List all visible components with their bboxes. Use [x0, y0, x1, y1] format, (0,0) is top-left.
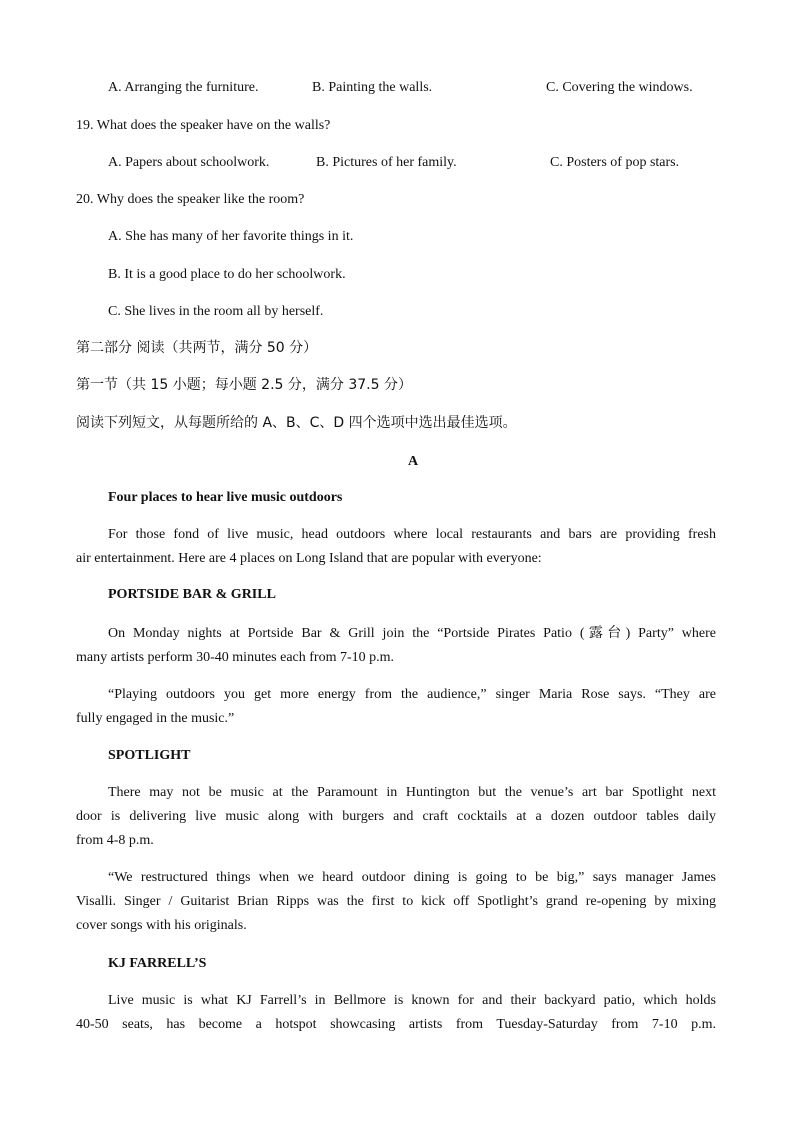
section-subtitle: 第一节（共 15 小题；每小题 2.5 分，满分 37.5 分） — [76, 377, 412, 393]
passage-title: Four places to hear live music outdoors — [108, 490, 343, 505]
spotlight-heading: SPOTLIGHT — [108, 748, 191, 763]
portside-p2-line-2: fully engaged in the music.” — [76, 711, 235, 726]
portside-p2-line-1: “Playing outdoors you get more energy from the audience,” singer Maria Rose says. “They are — [108, 687, 716, 702]
q20-option-b: B. It is a good place to do her schoolwork. — [108, 267, 346, 282]
intro-line-1: For those fond of live music, head outdoors where local restaurants and bars are providing fresh — [108, 527, 716, 542]
spotlight-paragraph-1 — [76, 781, 716, 853]
kjfarrell-p1-line-1: Live music is what KJ Farrell’s in Bellmore is known for and their backyard patio, which holds — [108, 993, 716, 1008]
spotlight-paragraph-2 — [76, 866, 716, 938]
q18-option-b: B. Painting the walls. — [312, 80, 433, 95]
spotlight-p1-line-3: from 4-8 p.m. — [76, 833, 154, 848]
q18-option-a: A. Arranging the furniture. — [108, 80, 259, 95]
q20-option-a: A. She has many of her favorite things in it. — [108, 229, 354, 244]
section-instruction: 阅读下列短文，从每题所给的 A、B、C、D 四个选项中选出最佳选项。 — [76, 415, 517, 431]
spotlight-p2-line-2: Visalli. Singer / Guitarist Brian Ripps was the first to kick off Spotlight’s grand re-opening by mixing — [76, 894, 716, 909]
part-title: 第二部分 阅读（共两节，满分 50 分） — [76, 340, 318, 356]
spotlight-p2-line-1: “We restructured things when we heard outdoor dining is going to be big,” says manager James — [108, 870, 716, 885]
passage-letter: A — [407, 454, 419, 469]
q19-option-c: C. Posters of pop stars. — [550, 155, 680, 170]
q20-question: 20. Why does the speaker like the room? — [76, 192, 305, 207]
kjfarrell-paragraph-1 — [76, 989, 716, 1037]
q19-option-b: B. Pictures of her family. — [316, 155, 457, 170]
q19-option-a: A. Papers about schoolwork. — [108, 155, 270, 170]
spotlight-p1-line-2: door is delivering live music along with burgers and craft cocktails at a dozen outdoor tables daily — [76, 809, 716, 824]
intro-line-2: air entertainment. Here are 4 places on Long Island that are popular with everyone: — [76, 551, 542, 566]
portside-paragraph-1 — [76, 622, 716, 670]
q20-option-c: C. She lives in the room all by herself. — [108, 304, 324, 319]
portside-heading: PORTSIDE BAR & GRILL — [108, 587, 276, 602]
kjfarrell-p1-line-2: 40-50 seats, has become a hotspot showcasing artists from Tuesday-Saturday from 7-10 p.m. — [76, 1017, 716, 1032]
portside-p1-line-1: On Monday nights at Portside Bar & Grill join the “Portside Pirates Patio (露台) Party” where — [108, 626, 716, 641]
q18-option-c: C. Covering the windows. — [546, 80, 693, 95]
kjfarrell-heading: KJ FARRELL’S — [108, 956, 207, 971]
q19-question: 19. What does the speaker have on the walls? — [76, 118, 331, 133]
spotlight-p1-line-1: There may not be music at the Paramount in Huntington but the venue’s art bar Spotlight next — [108, 785, 716, 800]
intro-paragraph — [76, 523, 716, 571]
spotlight-p2-line-3: cover songs with his originals. — [76, 918, 247, 933]
portside-paragraph-2 — [76, 683, 716, 731]
portside-p1-line-2: many artists perform 30-40 minutes each from 7-10 p.m. — [76, 650, 395, 665]
